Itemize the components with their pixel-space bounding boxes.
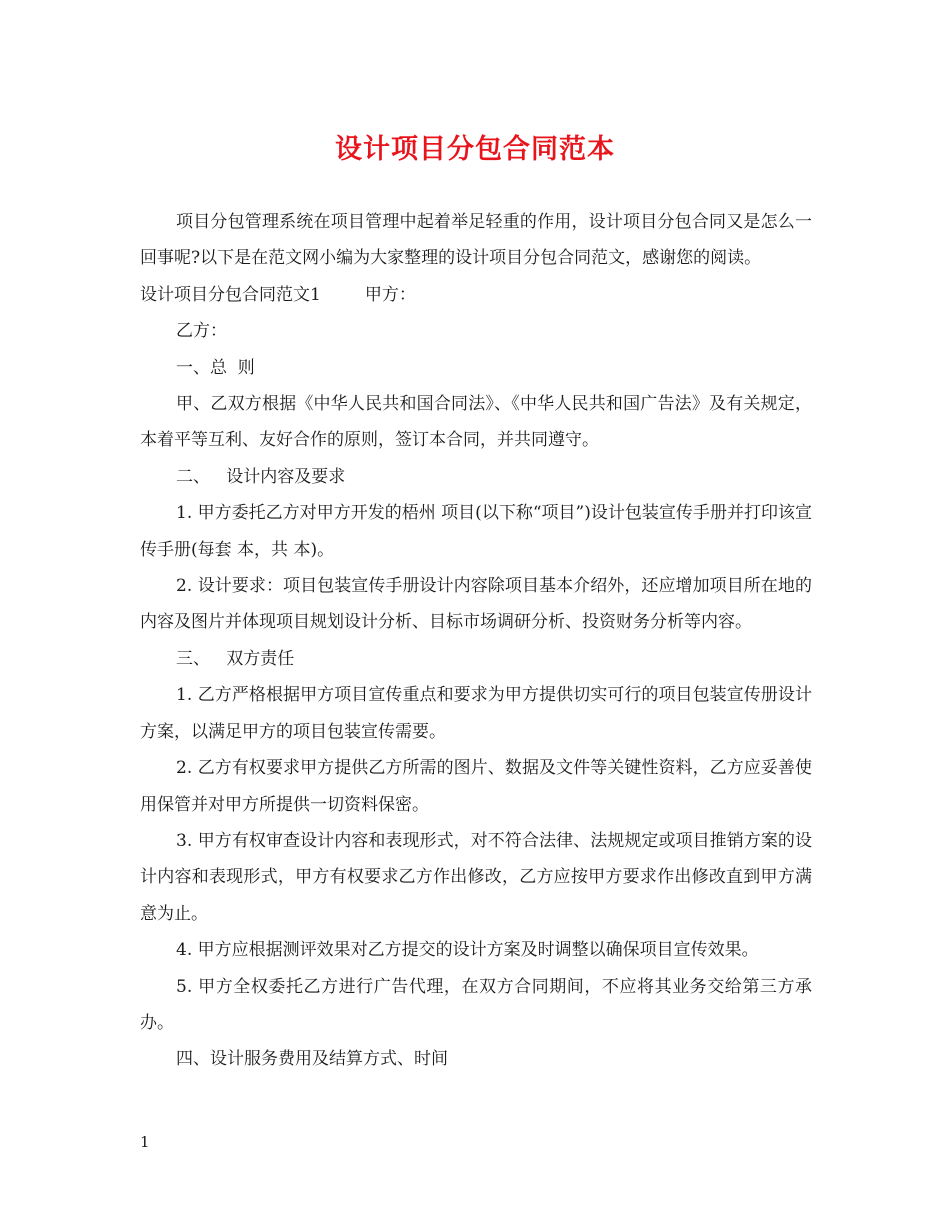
section-3-item-5: 5. 甲方全权委托乙方进行广告代理，在双方合同期间，不应将其业务交给第三方承办。 (140, 976, 812, 1033)
section-2-item-1: 1. 甲方委托乙方对甲方开发的梧州 项目(以下称“项目”)设计包装宣传手册并打印该宣传手册(每套 本，共 本)。 (140, 503, 812, 560)
sample-heading: 设计项目分包合同范文1 (140, 284, 321, 305)
document-body (140, 204, 812, 1078)
section-3-heading: 三、 双方责任 (176, 648, 295, 669)
document-title: 设计项目分包合同范本 (335, 134, 615, 165)
section-3-item-2: 2. 乙方有权要求甲方提供乙方所需的图片、数据及文件等关键性资料，乙方应妥善使用保管并对甲方所提供一切资料保密。 (140, 758, 812, 815)
section-1-paragraph: 甲、乙双方根据《中华人民共和国合同法》、《中华人民共和国广告法》及有关规定，本着平等互利、友好合作的原则，签订本合同，并共同遵守。 (140, 394, 812, 451)
section-2-heading: 二、 设计内容及要求 (176, 466, 346, 487)
section-3-item-1: 1. 乙方严格根据甲方项目宣传重点和要求为甲方提供切实可行的项目包装宣传册设计方案，以满足甲方的项目包装宣传需要。 (140, 685, 812, 742)
sample-heading-line (140, 277, 812, 313)
section-3-item-3: 3. 甲方有权审查设计内容和表现形式，对不符合法律、法规规定或项目推销方案的设计内容和表现形式，甲方有权要求乙方作出修改，乙方应按甲方要求作出修改直到甲方满意为止。 (140, 830, 812, 924)
section-2-item-2: 2. 设计要求：项目包装宣传手册设计内容除项目基本介绍外，还应增加项目所在地的内容及图片并体现项目规划设计分析、目标市场调研分析、投资财务分析等内容。 (140, 576, 812, 633)
party-a-label: 甲方： (364, 284, 416, 305)
party-b-label: 乙方： (176, 321, 227, 342)
intro-paragraph: 项目分包管理系统在项目管理中起着举足轻重的作用，设计项目分包合同又是怎么一回事呢?以下是在范文网小编为大家整理的设计项目分包合同范文，感谢您的阅读。 (140, 212, 812, 269)
section-1-heading: 一、总 则 (176, 357, 255, 378)
page-number: 1 (140, 1133, 150, 1151)
section-3-item-4: 4. 甲方应根据测评效果对乙方提交的设计方案及时调整以确保项目宣传效果。 (176, 940, 759, 961)
section-4-heading: 四、设计服务费用及结算方式、时间 (176, 1049, 448, 1070)
